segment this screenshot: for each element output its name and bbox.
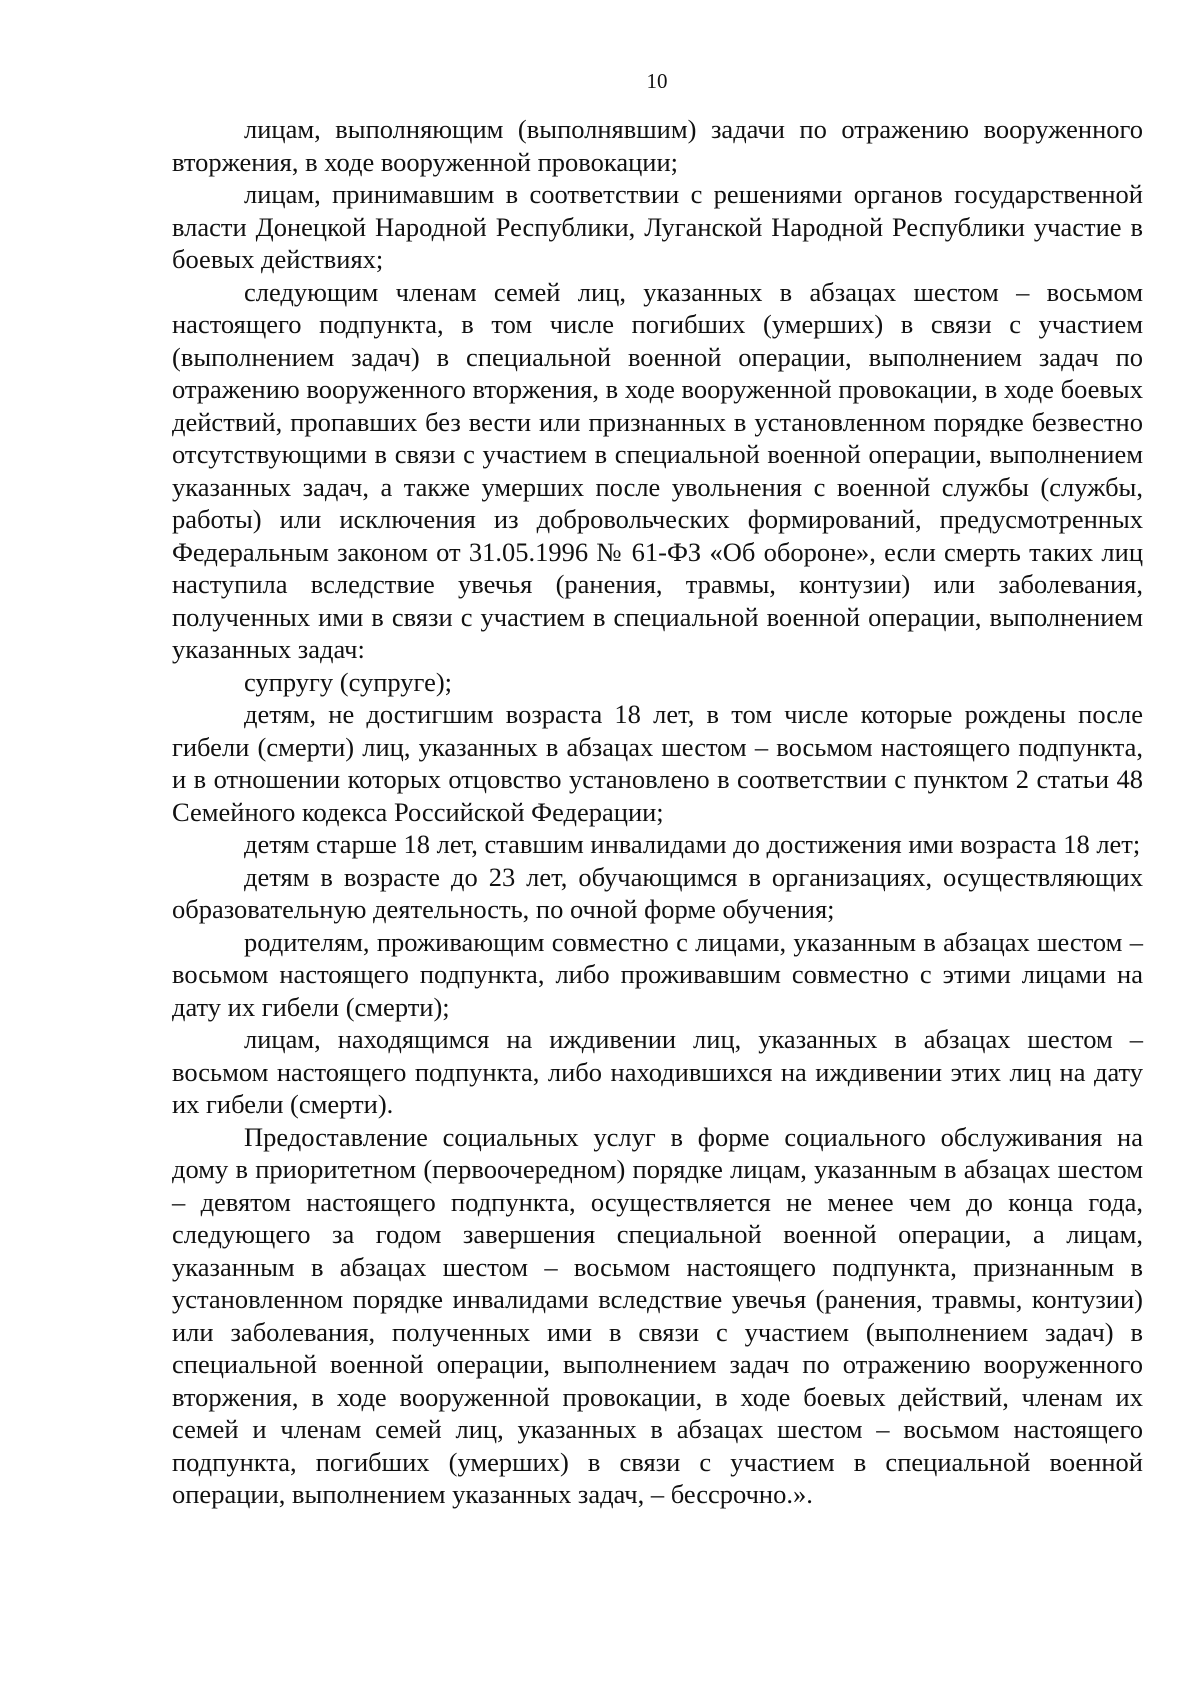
paragraph: следующим членам семей лиц, указанных в абзацах шестом – восьмом настоящего подпункта, в том числе погибших (умерших) в связи с участием (выполнением задач) в специальной военной операции, выполнением задач по отражению вооруженного вторжения, в ходе вооруженной провокации, в ходе боевых действий, пропавших без вести или признанных в установленном порядке безвестно отсутствующими в связи с участием в специальной военной операции, выполнением указанных задач, а также умерших после увольнения с военной службы (службы, работы) или исключения из добровольческих формирований, предусмотренных Федеральным законом от 31.05.1996 № 61-ФЗ «Об обороне», если смерть таких лиц наступила вследствие увечья (ранения, травмы, контузии) или заболевания, полученных ими в связи с участием в специальной военной операции, выполнением указанных задач: [172, 276, 1143, 664]
page-number: 10 [646, 69, 668, 93]
paragraph: супругу (супруге); [244, 666, 453, 697]
paragraph: Предоставление социальных услуг в форме социального обслуживания на дому в приоритетном (первоочередном) порядке лицам, указанным в абзацах шестом – девятом настоящего подпункта, осуществляется не менее чем до конца года, следующего за годом завершения специальной военной операции, а лицам, указанным в абзацах шестом – восьмом настоящего подпункта, признанным в установленном порядке инвалидами вследствие увечья (ранения, травмы, контузии) или заболевания, полученных ими в связи с участием (выполнением задач) в специальной военной операции, выполнением задач по отражению вооруженного вторжения, в ходе вооруженной провокации, в ходе боевых действий, членам их семей и членам семей лиц, указанных в абзацах шестом – восьмом настоящего подпункта, погибших (умерших) в связи с участием в специальной военной операции, выполнением указанных задач, – бессрочно.». [172, 1121, 1143, 1509]
paragraph: родителям, проживающим совместно с лицами, указанным в абзацах шестом – восьмом настоящего подпункта, либо проживавшим совместно с этими лицами на дату их гибели (смерти); [172, 926, 1143, 1022]
paragraph: детям, не достигшим возраста 18 лет, в том числе которые рождены после гибели (смерти) лиц, указанных в абзацах шестом – восьмом настоящего подпункта, и в отношении которых отцовство установлено в соответствии с пунктом 2 статьи 48 Семейного кодекса Российской Федерации; [172, 699, 1143, 827]
paragraph: лицам, находящимся на иждивении лиц, указанных в абзацах шестом – восьмом настоящего подпункта, либо находившихся на иждивении этих лиц на дату их гибели (смерти). [172, 1024, 1143, 1119]
paragraph: лицам, выполняющим (выполнявшим) задачи по отражению вооруженного вторжения, в ходе вооруженной провокации; [172, 114, 1143, 177]
paragraph: детям в возрасте до 23 лет, обучающимся в организациях, осуществляющих образовательную деятельность, по очной форме обучения; [172, 861, 1143, 924]
paragraph: лицам, принимавшим в соответствии с решениями органов государственной власти Донецкой Народной Республики, Луганской Народной Республики участие в боевых действиях; [172, 179, 1143, 274]
document-body [172, 113, 1143, 1511]
paragraph: детям старше 18 лет, ставшим инвалидами до достижения ими возраста 18 лет; [244, 829, 1141, 859]
